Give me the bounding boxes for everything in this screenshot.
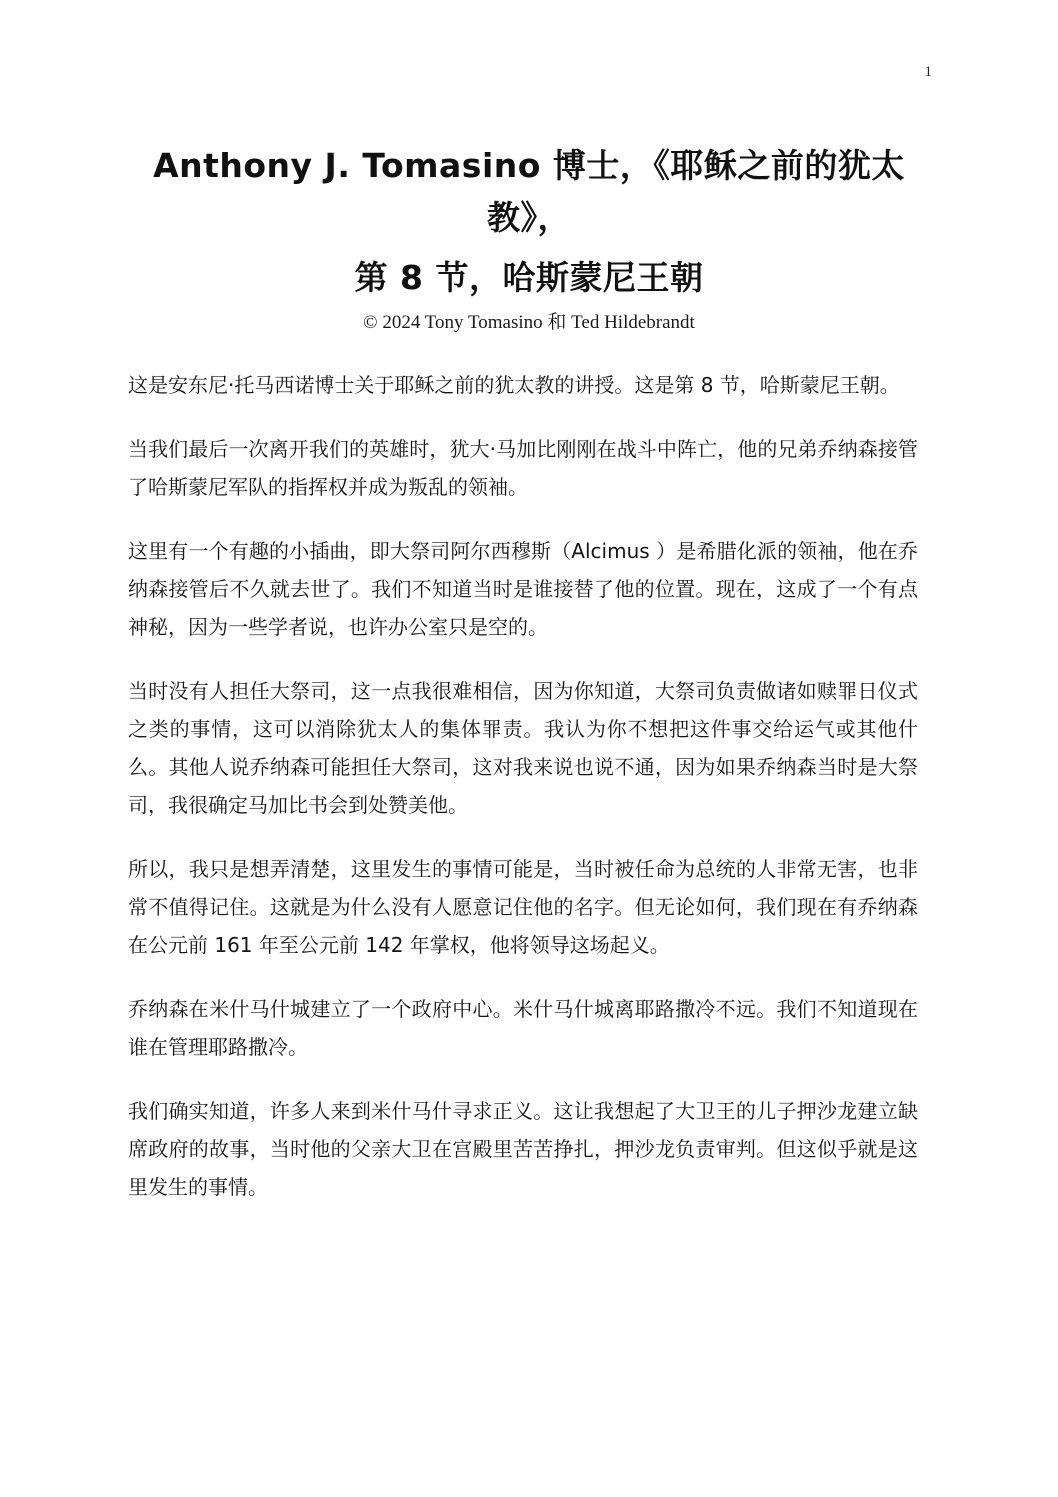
document-title-line-1: Anthony J. Tomasino 博士，《耶稣之前的犹太 xyxy=(153,146,905,185)
body-text xyxy=(128,366,918,1232)
paragraph-2: 当我们最后一次离开我们的英雄时，犹大·马加比刚刚在战斗中阵亡，他的兄弟乔纳森接管了哈斯蒙尼军队的指挥权并成为叛乱的领袖。 xyxy=(128,437,918,499)
document-title-line-2: 教》， xyxy=(487,198,571,237)
page-number: 1 xyxy=(924,64,932,80)
paragraph-5: 所以，我只是想弄清楚，这里发生的事情可能是，当时被任命为总统的人非常无害，也非常不值得记住。这就是为什么没有人愿意记住他的名字。但无论如何，我们现在有乔纳森在公元前 161 年至公元前 142 年掌权，他将领导这场起义。 xyxy=(128,857,918,957)
paragraph-3: 这里有一个有趣的小插曲，即大祭司阿尔西穆斯（Alcimus ）是希腊化派的领袖，他在乔纳森接管后不久就去世了。我们不知道当时是谁接替了他的位置。现在，这成了一个有点神秘，因为一些学者说，也许办公室只是空的。 xyxy=(128,539,918,639)
paragraph-6: 乔纳森在米什马什城建立了一个政府中心。米什马什城离耶路撒冷不远。我们不知道现在谁在管理耶路撒冷。 xyxy=(128,997,918,1059)
paragraph-1: 这是安东尼·托马西诺博士关于耶稣之前的犹太教的讲授。这是第 8 节，哈斯蒙尼王朝。 xyxy=(128,373,900,397)
paragraph-4: 当时没有人担任大祭司，这一点我很难相信，因为你知道，大祭司负责做诸如赎罪日仪式之类的事情，这可以消除犹太人的集体罪责。我认为你不想把这件事交给运气或其他什么。其他人说乔纳森可能担任大祭司，这对我来说也说不通，因为如果乔纳森当时是大祭司，我很确定马加比书会到处赞美他。 xyxy=(128,679,918,817)
paragraph-7: 我们确实知道，许多人来到米什马什寻求正义。这让我想起了大卫王的儿子押沙龙建立缺席政府的故事，当时他的父亲大卫在宫殿里苦苦挣扎，押沙龙负责审判。但这似乎就是这里发生的事情。 xyxy=(128,1099,918,1199)
section-title: 第 8 节，哈斯蒙尼王朝 xyxy=(354,258,704,297)
title-block xyxy=(128,140,930,338)
copyright-line: © 2024 Tony Tomasino 和 Ted Hildebrandt xyxy=(363,312,695,333)
